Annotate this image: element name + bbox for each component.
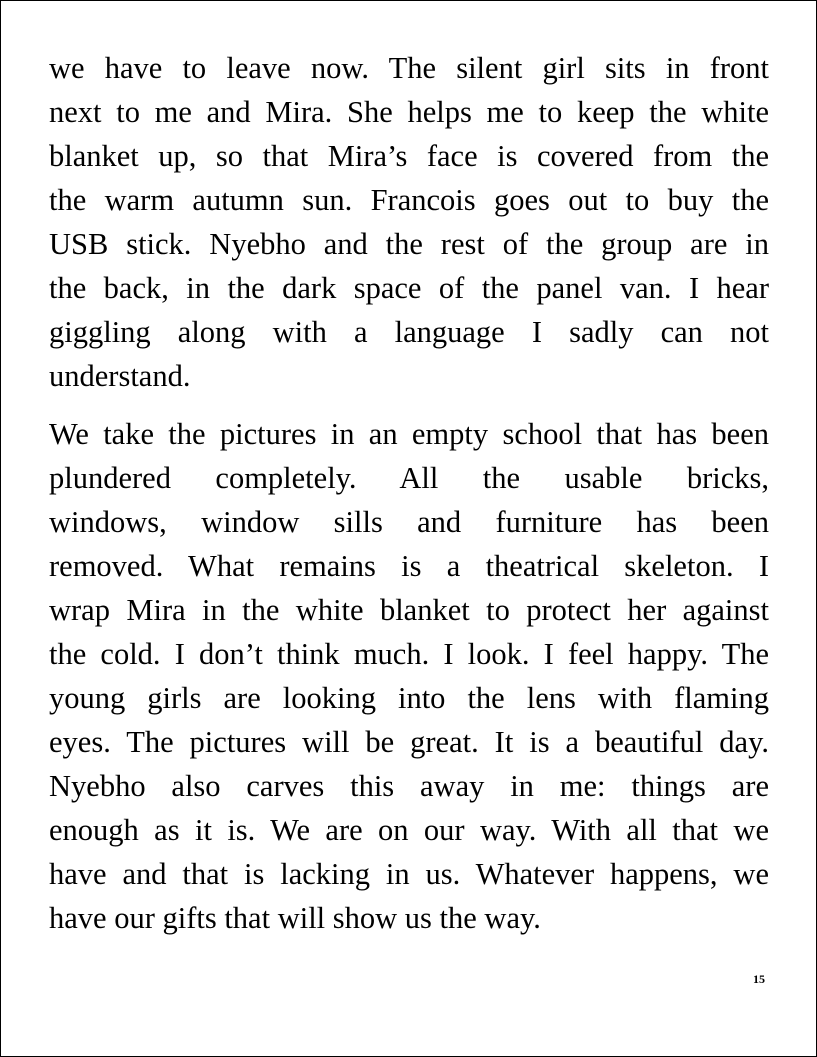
text-line: have and that is lacking in us. Whatever happens, we [49,857,769,891]
text-line: we have to leave now. The silent girl sits in front [49,51,769,85]
paragraph-1 [49,46,769,398]
paragraph-2 [49,412,769,940]
text-line: USB stick. Nyebho and the rest of the group are in [49,227,769,261]
text-line: understand. [49,359,191,393]
text-line: eyes. The pictures will be great. It is a beautiful day. [49,725,769,759]
text-line: wrap Mira in the white blanket to protect her against [49,593,769,627]
page-number: 15 [753,972,765,986]
text-line: the cold. I don’t think much. I look. I feel happy. The [49,637,769,671]
text-line: giggling along with a language I sadly can not [49,315,769,349]
text-line: the warm autumn sun. Francois goes out to buy the [49,183,769,217]
text-line: blanket up, so that Mira’s face is covered from the [49,139,769,173]
text-line: Nyebho also carves this away in me: things are [49,769,769,803]
text-line: removed. What remains is a theatrical skeleton. I [49,549,769,583]
text-line: the back, in the dark space of the panel van. I hear [49,271,769,305]
text-line: young girls are looking into the lens with flaming [49,681,769,715]
text-line: next to me and Mira. She helps me to keep the white [49,95,769,129]
text-line: enough as it is. We are on our way. With all that we [49,813,769,847]
body-text [49,46,769,940]
text-line: have our gifts that will show us the way. [49,901,541,935]
text-line: windows, window sills and furniture has been [49,505,769,539]
text-line: plundered completely. All the usable bricks, [49,461,769,495]
text-line: We take the pictures in an empty school that has been [49,417,769,451]
